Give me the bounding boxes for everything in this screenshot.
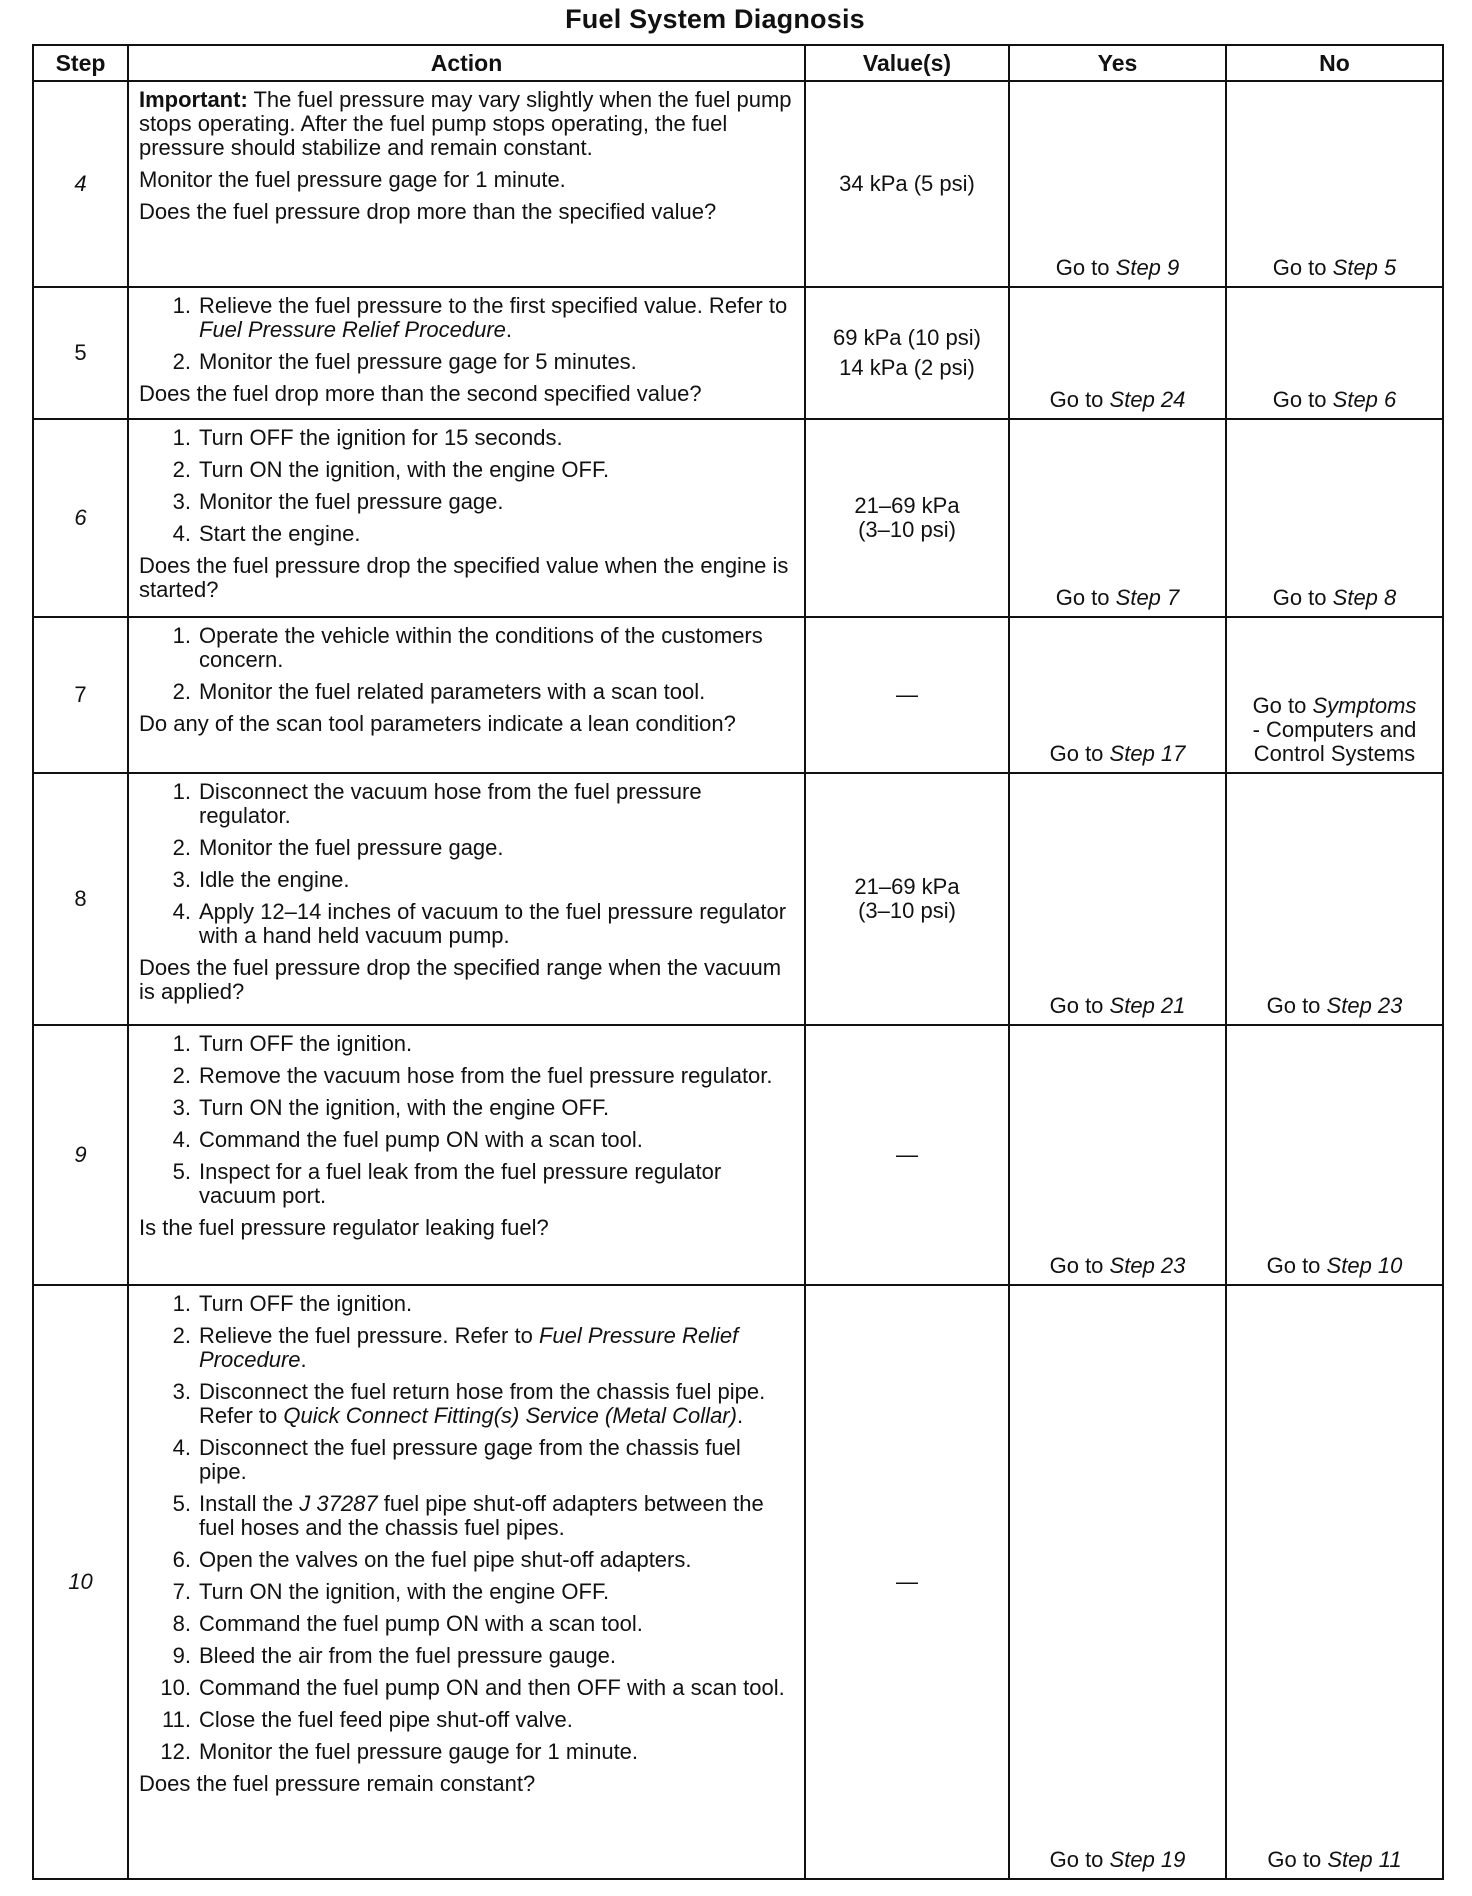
yes-step-link[interactable]: Step 24: [1109, 387, 1186, 412]
yes-cell: [1009, 81, 1226, 287]
header-action: Action: [128, 45, 805, 81]
list-item: 2. Relieve the fuel pressure. Refer to Fuel Pressure Relief Procedure.: [172, 1323, 739, 1372]
yes-step-link[interactable]: Step 9: [1115, 255, 1180, 280]
yes-cell: Go to Step 21: [1009, 773, 1226, 1025]
step-number: 9: [33, 1025, 128, 1285]
no-symptoms-link[interactable]: Symptoms: [1312, 693, 1417, 718]
action-cell: [128, 1025, 805, 1285]
value: 69 kPa (10 psi): [833, 325, 981, 350]
value-dash: —: [896, 1142, 918, 1167]
list-item: 4. Apply 12–14 inches of vacuum to the fuel pressure regulator with a hand held vacuum pump.: [172, 899, 787, 948]
value: (3–10 psi): [858, 517, 956, 542]
value-cell: [805, 1025, 1009, 1285]
yes-cell: Go to Step 19: [1009, 1285, 1226, 1879]
list-item: 1. Turn OFF the ignition for 15 seconds.: [172, 425, 563, 450]
step-number: 4: [33, 81, 128, 287]
important-label: Important:: [139, 87, 248, 112]
no-prefix: Go to: [1272, 255, 1327, 280]
list-item: 5. Install the J 37287 fuel pipe shut-off adapters between the fuel hoses and the chassis fuel pipes.: [172, 1491, 764, 1540]
no-step-link[interactable]: Step 10: [1326, 1253, 1403, 1278]
list-item: 4. Start the engine.: [172, 521, 361, 546]
action-cell: [128, 617, 805, 773]
header-no: No: [1226, 45, 1443, 81]
list-item: 4. Command the fuel pump ON with a scan tool.: [172, 1127, 643, 1152]
list-item: 1. Turn OFF the ignition.: [172, 1291, 413, 1316]
step-number: 7: [33, 617, 128, 773]
yes-cell: Go to Step 17: [1009, 617, 1226, 773]
table-row-step-8: [33, 773, 1443, 1025]
action-question: Is the fuel pressure regulator leaking fuel?: [139, 1215, 549, 1240]
value: (3–10 psi): [858, 898, 956, 923]
yes-step-link[interactable]: Step 17: [1109, 741, 1186, 766]
list-item: 3. Monitor the fuel pressure gage.: [172, 489, 504, 514]
procedure-link[interactable]: Quick Connect Fitting(s) Service (Metal Collar): [283, 1403, 737, 1428]
procedure-link[interactable]: Fuel Pressure Relief Procedure: [199, 317, 506, 342]
list-item: 5. Inspect for a fuel leak from the fuel pressure regulator vacuum port.: [172, 1159, 722, 1208]
list-item: 2. Monitor the fuel pressure gage.: [172, 835, 504, 860]
yes-step-link[interactable]: Step 7: [1115, 585, 1180, 610]
table-row-step-7: [33, 617, 1443, 773]
list-item: 10. Command the fuel pump ON and then OFF with a scan tool.: [160, 1675, 785, 1700]
list-item: 3. Idle the engine.: [172, 867, 350, 892]
table-header-row: [33, 45, 1443, 81]
list-item: 3. Disconnect the fuel return hose from the chassis fuel pipe. Refer to Quick Connect Fitting(s) Service (Metal Collar).: [172, 1379, 766, 1428]
no-ref-line3: Control Systems: [1253, 741, 1416, 766]
value-dash: —: [896, 682, 918, 707]
important-text: The fuel pressure may vary slightly when the fuel pump stops operating. After the fuel pump stops operating, the fuel pressure should stabilize and remain constant.: [139, 87, 792, 160]
no-step-link[interactable]: Step 6: [1332, 387, 1397, 412]
table-row-step-10: [33, 1285, 1443, 1879]
step-number: 10: [33, 1285, 128, 1879]
diagnosis-table: [32, 44, 1444, 1880]
no-cell: Go to Step 10: [1226, 1025, 1443, 1285]
list-item: 2. Monitor the fuel pressure gage for 5 minutes.: [172, 349, 637, 374]
action-question: Does the fuel pressure drop the specified value when the engine is started?: [139, 553, 789, 602]
value-cell: [805, 773, 1009, 1025]
value-cell: [805, 617, 1009, 773]
page-title: Fuel System Diagnosis: [565, 4, 865, 34]
value: 14 kPa (2 psi): [839, 355, 975, 380]
no-cell: Go to Step 6: [1226, 287, 1443, 419]
action-paragraph: Monitor the fuel pressure gage for 1 minute.: [139, 167, 566, 192]
procedure-link[interactable]: Fuel Pressure Relief Procedure: [199, 1323, 739, 1372]
yes-cell: Go to Step 7: [1009, 419, 1226, 617]
list-item: 4. Disconnect the fuel pressure gage from the chassis fuel pipe.: [172, 1435, 741, 1484]
action-question: Does the fuel pressure drop the specified range when the vacuum is applied?: [139, 955, 782, 1004]
value-cell: [805, 1285, 1009, 1879]
yes-cell: Go to Step 24: [1009, 287, 1226, 419]
action-question: Does the fuel drop more than the second specified value?: [139, 381, 702, 406]
header-step: Step: [33, 45, 128, 81]
header-yes: Yes: [1009, 45, 1226, 81]
action-cell: [128, 773, 805, 1025]
list-item: 1. Disconnect the vacuum hose from the fuel pressure regulator.: [172, 779, 702, 828]
action-cell: [128, 1285, 805, 1879]
step-number: 8: [33, 773, 128, 1025]
list-item: 3. Turn ON the ignition, with the engine OFF.: [172, 1095, 610, 1120]
action-cell: [128, 287, 805, 419]
no-step-link[interactable]: Step 23: [1326, 993, 1403, 1018]
value: 21–69 kPa: [854, 493, 960, 518]
tool-number: J 37287: [299, 1491, 378, 1516]
list-item: 2. Turn ON the ignition, with the engine OFF.: [172, 457, 610, 482]
no-cell: Go to Step 23: [1226, 773, 1443, 1025]
list-item: 1. Relieve the fuel pressure to the first specified value. Refer to Fuel Pressure Relief Procedure.: [172, 293, 788, 342]
action-question: Does the fuel pressure drop more than the specified value?: [139, 199, 717, 224]
value-cell: [805, 81, 1009, 287]
value-cell: [805, 287, 1009, 419]
value-cell: [805, 419, 1009, 617]
no-step-link[interactable]: Step 8: [1332, 585, 1397, 610]
no-cell: Go to Step 11: [1226, 1285, 1443, 1879]
action-question: Does the fuel pressure remain constant?: [139, 1771, 536, 1796]
table-row-step-5: [33, 287, 1443, 419]
table-row-step-6: [33, 419, 1443, 617]
action-cell: [128, 81, 805, 287]
list-item: 1. Operate the vehicle within the conditions of the customers concern.: [172, 623, 763, 672]
no-step-link[interactable]: Step 11: [1327, 1847, 1402, 1872]
no-cell: [1226, 81, 1443, 287]
no-ref-line2: - Computers and: [1252, 717, 1417, 742]
table-row-step-9: [33, 1025, 1443, 1285]
list-item: 1. Turn OFF the ignition.: [172, 1031, 413, 1056]
list-item: 12. Monitor the fuel pressure gauge for 1 minute.: [160, 1739, 639, 1764]
list-item: 2. Monitor the fuel related parameters with a scan tool.: [172, 679, 706, 704]
action-question: Do any of the scan tool parameters indicate a lean condition?: [139, 711, 736, 736]
value: 21–69 kPa: [854, 874, 960, 899]
yes-step-link[interactable]: Step 19: [1109, 1847, 1186, 1872]
no-cell: Go to Symptoms - Computers and Control Systems: [1226, 617, 1443, 773]
table-row-step-4: [33, 81, 1443, 287]
list-item: 11. Close the fuel feed pipe shut-off valve.: [162, 1707, 573, 1732]
list-item: 6. Open the valves on the fuel pipe shut-off adapters.: [172, 1547, 692, 1572]
value-dash: —: [896, 1569, 918, 1594]
important-note: [139, 88, 794, 160]
list-item: 9. Bleed the air from the fuel pressure gauge.: [172, 1643, 617, 1668]
yes-step-link[interactable]: Step 23: [1109, 1253, 1186, 1278]
header-values: Value(s): [805, 45, 1009, 81]
yes-cell: Go to Step 23: [1009, 1025, 1226, 1285]
step-number: 5: [33, 287, 128, 419]
yes-step-link[interactable]: Step 21: [1109, 993, 1186, 1018]
list-item: 8. Command the fuel pump ON with a scan tool.: [172, 1611, 643, 1636]
yes-prefix: Go to: [1055, 255, 1110, 280]
no-cell: Go to Step 8: [1226, 419, 1443, 617]
value: 34 kPa (5 psi): [839, 171, 975, 196]
action-cell: [128, 419, 805, 617]
list-item: 2. Remove the vacuum hose from the fuel pressure regulator.: [172, 1063, 773, 1088]
step-number: 6: [33, 419, 128, 617]
list-item: 7. Turn ON the ignition, with the engine OFF.: [172, 1579, 610, 1604]
no-step-link[interactable]: Step 5: [1332, 255, 1397, 280]
